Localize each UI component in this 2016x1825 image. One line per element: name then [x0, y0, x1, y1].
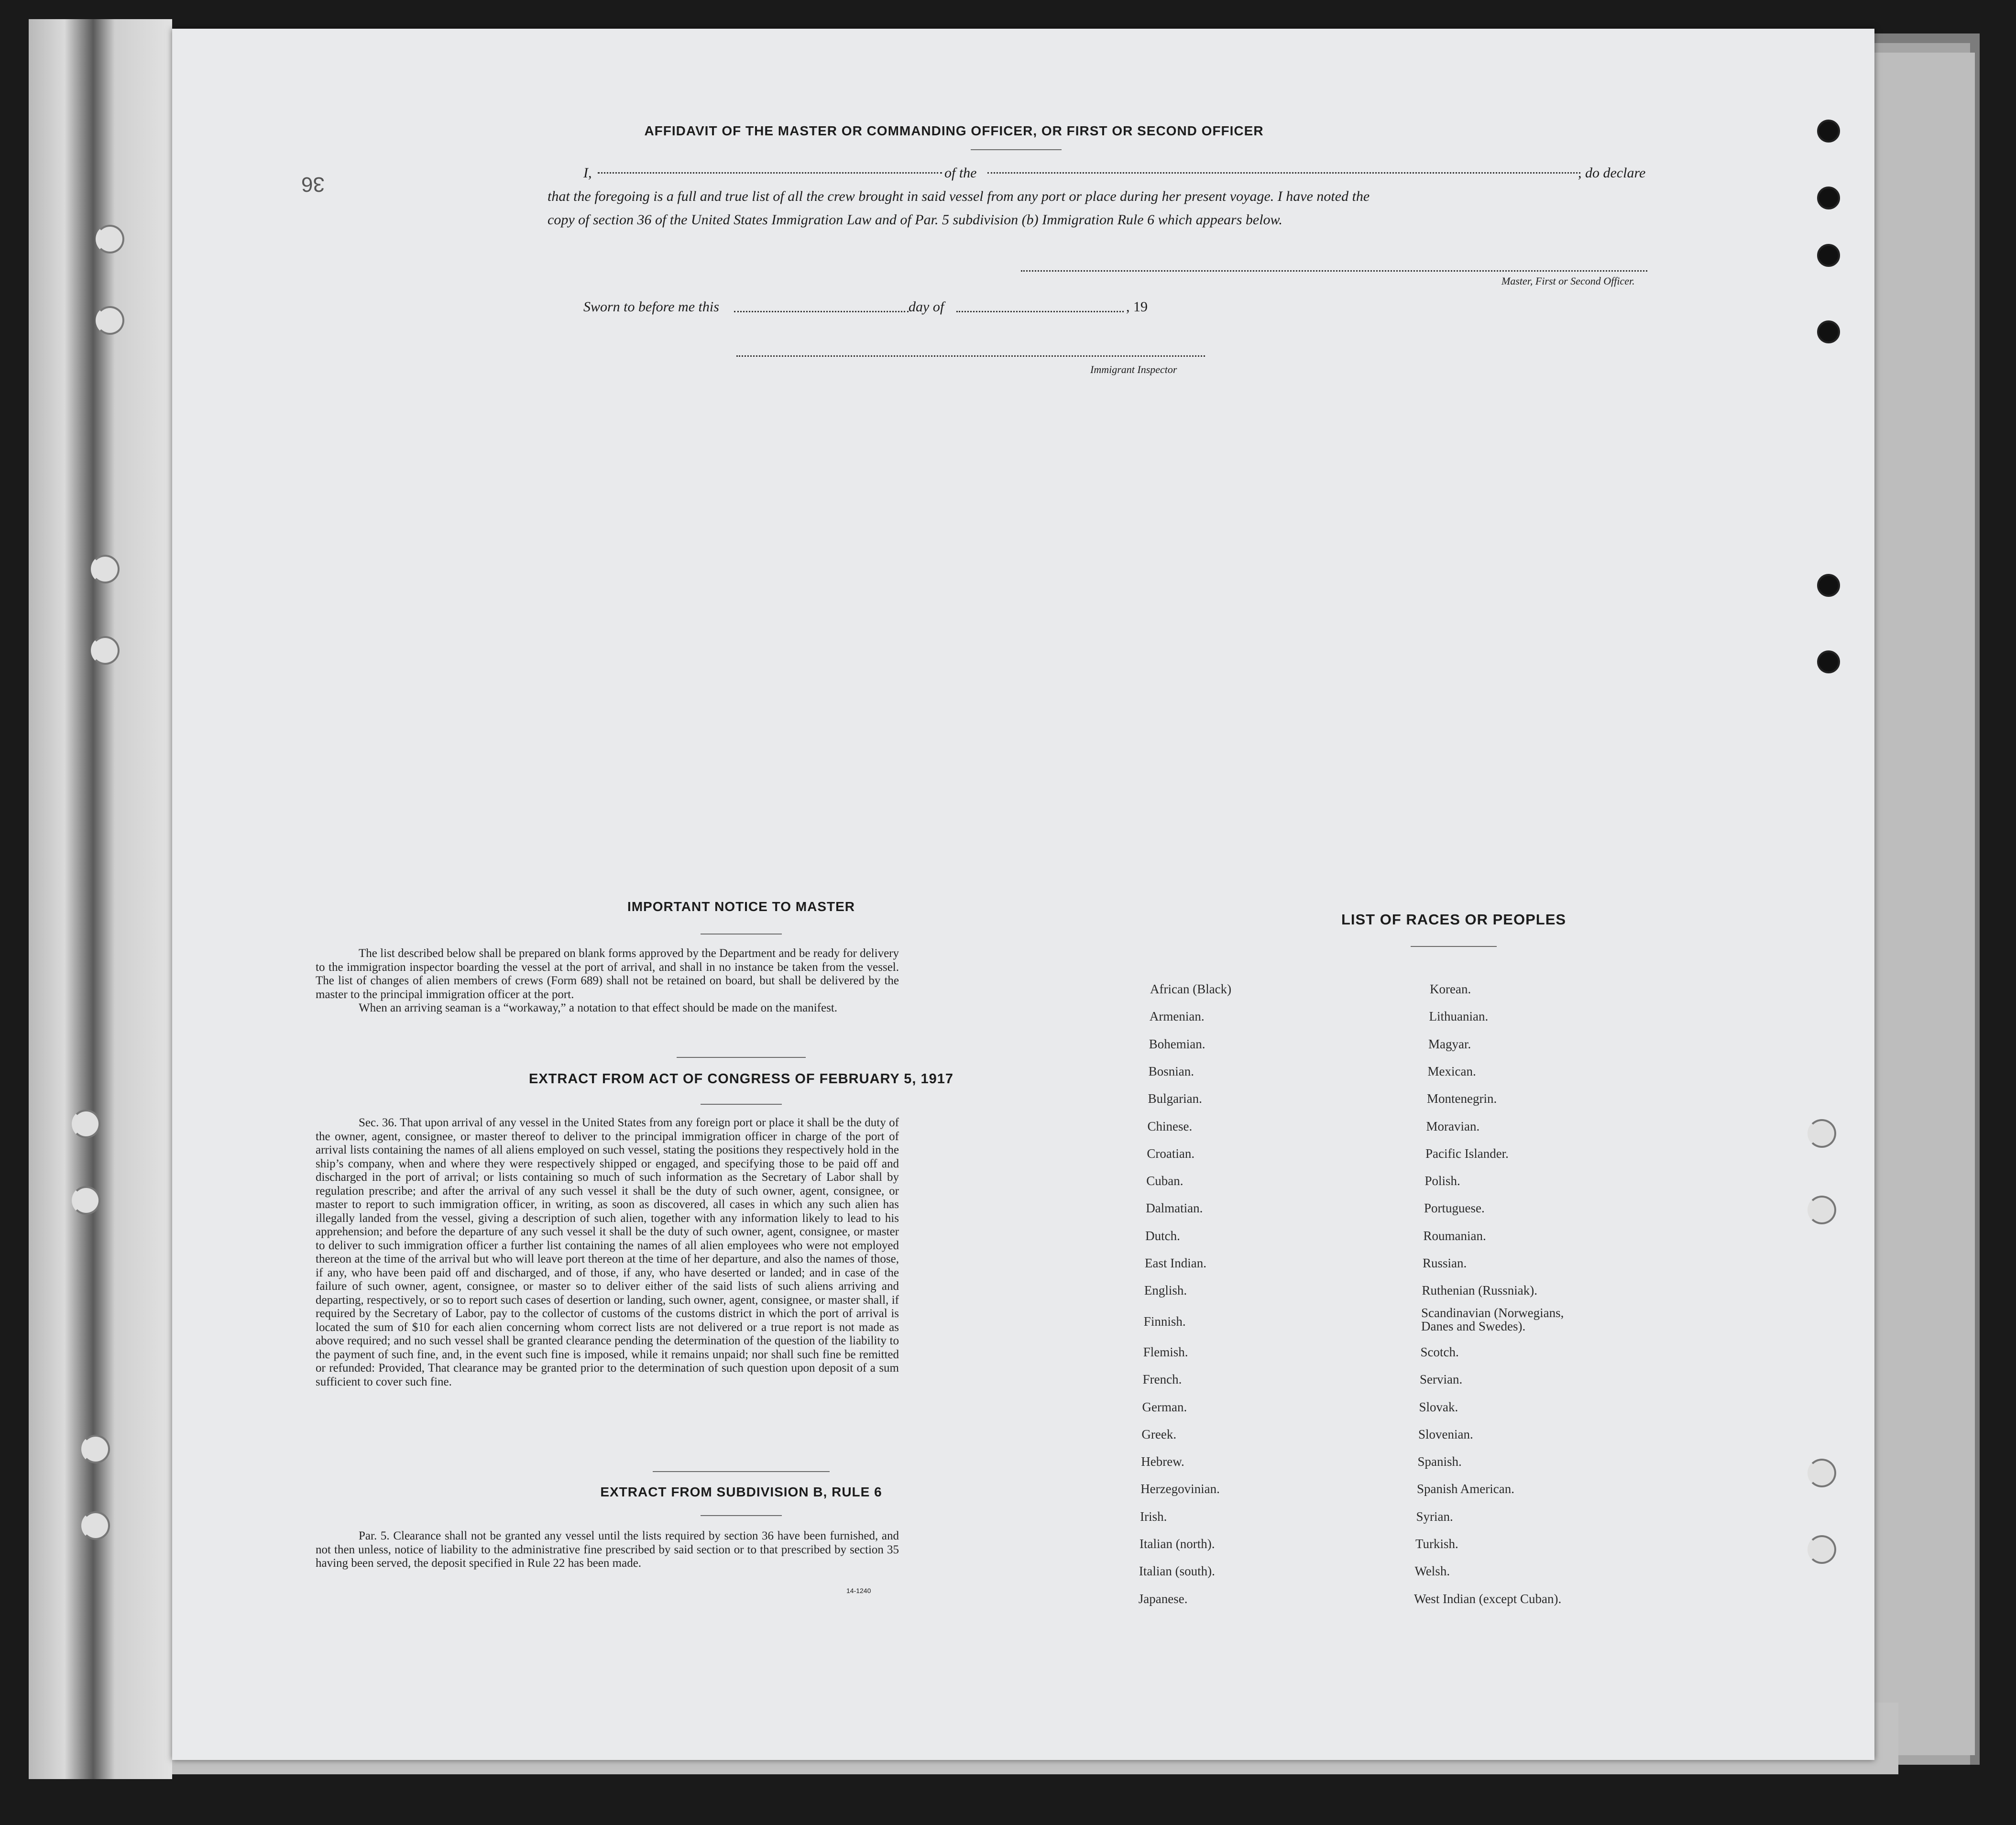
race-item: Spanish American. [1417, 1482, 1514, 1496]
notice-title: IMPORTANT NOTICE TO MASTER [627, 899, 855, 914]
act-rule [701, 1104, 782, 1105]
punch-hole [1808, 1196, 1836, 1224]
race-item: African (Black) [1150, 982, 1232, 996]
act-title: EXTRACT FROM ACT OF CONGRESS OF FEBRUARY 5, 1917 [528, 1071, 954, 1087]
race-item: Mexican. [1427, 1064, 1476, 1078]
race-item: Montenegrin. [1427, 1091, 1497, 1106]
race-item: East Indian. [1145, 1256, 1206, 1270]
rule-text [316, 1529, 899, 1571]
title-rule [971, 149, 1062, 150]
master-signature-line[interactable] [1021, 270, 1647, 272]
rule-title: EXTRACT FROM SUBDIVISION B, RULE 6 [600, 1484, 882, 1499]
name-blank[interactable] [598, 172, 942, 174]
affidavit-line3: copy of section 36 of the United States Immigration Law and of Par. 5 subdivision (b) Immigration Rule 6 which appears below. [548, 212, 1282, 228]
sworn-month-blank[interactable] [956, 311, 1124, 312]
rule-rule [701, 1515, 782, 1516]
sworn-year: , 19 [1126, 299, 1148, 315]
race-item: Herzegovinian. [1140, 1482, 1220, 1496]
race-item: Turkish. [1415, 1537, 1458, 1551]
affidavit-declare: , do declare [1578, 165, 1646, 181]
race-item: Dalmatian. [1146, 1201, 1203, 1216]
binder-hole [91, 636, 120, 665]
race-item: Cuban. [1146, 1174, 1183, 1188]
race-item: German. [1142, 1399, 1187, 1414]
race-item: Japanese. [1138, 1591, 1188, 1606]
race-item: Chinese. [1147, 1119, 1193, 1133]
races-rule [1411, 946, 1497, 947]
race-item: Pacific Islander. [1425, 1146, 1509, 1161]
race-item: Lithuanian. [1429, 1009, 1489, 1024]
margin-mark: 36 [301, 173, 325, 196]
punch-hole [1817, 574, 1840, 597]
race-item: Italian (north). [1139, 1537, 1215, 1551]
race-item: Magyar. [1428, 1036, 1471, 1051]
punch-hole [1817, 187, 1840, 209]
rule-paragraph-1: Par. 5. Clearance shall not be granted any vessel until the lists required by section 36 have been furnished, and not then unless, notice of liability to the administrative fine prescribed by said section or to that prescribed by section 35 having been served, the deposit specified in Rule 22 has been made. [316, 1529, 899, 1570]
punch-hole [1808, 1535, 1836, 1564]
binder-spine [29, 19, 172, 1779]
race-item: Croatian. [1147, 1146, 1195, 1161]
race-item: Finnish. [1143, 1314, 1186, 1329]
act-paragraph-1: Sec. 36. That upon arrival of any vessel in the United States from any foreign port or place it shall be the duty of the owner, agent, consignee, or master thereof to deliver to the principal immigration officer in charge of the port of arrival lists containing the names of all aliens employed on such vessel, stating the positions they respectively hold in the ship’s company, when and where they were respectively shipped or engaged, and specifying those to be paid off and discharged in the port of arrival; or lists containing so much of such information as the Secretary of Labor shall by regulation prescribe; and after the arrival of any such vessel it shall be the duty of such owner, agent, consignee, or master to report to such immigration officer, in writing, as soon as discovered, all cases in which any such alien has illegally landed from the vessel, giving a description of such alien, together with any information likely to lead to his apprehension; and before the departure of any such vessel it shall be the duty of such owner, agent, consignee, or master to deliver to such immigration officer a further list containing the names of all alien employees who were not employed thereon at the time of the arrival but who will leave port thereon at the time of her departure, and also the names of those, if any, who have been paid off and discharged, and of those, if any, who have deserted or landed; and in case of the failure of such owner, agent, consignee, or master so to deliver either of the said lists of such aliens arriving and departing, respectively, or so to report such cases of desertion or landing, such owner, agent, consignee, or master shall, if required by the Secretary of Labor, pay to the collector of customs of the customs district in which the port of arrival is located the sum of $10 for each alien concerning whom correct lists are not delivered or a true report is not made as above required; and no such vessel shall be granted clearance pending the determination of the question of the liability to the payment of such fine, and, in the event such fine is imposed, while it remains unpaid; nor shall such fine be remitted or refunded: Provided, That clearance may be granted prior to the determination of such question upon deposit of a sum sufficient to cover such fine. [316, 1116, 899, 1388]
punch-hole [1817, 320, 1840, 343]
section-rule [653, 1471, 830, 1472]
section-rule [677, 1057, 806, 1058]
race-item: Slovak. [1419, 1399, 1458, 1414]
sworn-day-blank[interactable] [734, 311, 909, 312]
race-item: Irish. [1140, 1509, 1167, 1524]
binder-hole [81, 1435, 110, 1463]
race-item: Syrian. [1416, 1509, 1453, 1524]
race-item: Roumanian. [1423, 1228, 1486, 1243]
binder-hole [72, 1110, 100, 1138]
race-item: Portuguese. [1424, 1201, 1485, 1216]
race-item: Armenian. [1149, 1009, 1205, 1024]
race-item: Spanish. [1417, 1454, 1462, 1469]
race-item: Korean. [1430, 982, 1471, 996]
inspector-caption: Immigrant Inspector [1090, 363, 1177, 375]
race-item: Flemish. [1143, 1344, 1188, 1359]
race-item: Bosnian. [1148, 1064, 1194, 1078]
race-item: Bulgarian. [1148, 1091, 1202, 1106]
race-item: Moravian. [1426, 1119, 1480, 1133]
binder-hole [96, 225, 124, 253]
race-item: Hebrew. [1141, 1454, 1184, 1469]
notice-text [316, 947, 899, 1015]
sworn-day-of: day of [909, 299, 944, 315]
binder-hole [96, 306, 124, 335]
affidavit-title: AFFIDAVIT OF THE MASTER OR COMMANDING OFFICER, OR FIRST OR SECOND OFFICER [644, 123, 1264, 138]
race-item: Servian. [1420, 1372, 1463, 1387]
act-text [316, 1116, 899, 1389]
punch-hole [1808, 1459, 1836, 1487]
race-item: Scandinavian (Norwegians, Danes and Swedes). [1421, 1305, 1564, 1333]
race-item: Bohemian. [1149, 1036, 1205, 1051]
race-item: Scotch. [1420, 1344, 1459, 1359]
punch-hole [1817, 120, 1840, 143]
vessel-blank[interactable] [987, 172, 1580, 174]
affidavit-line2: that the foregoing is a full and true list of all the crew brought in said vessel from any port or place during her present voyage. I have noted the [548, 188, 1370, 204]
race-item: Greek. [1141, 1427, 1177, 1441]
punch-hole [1808, 1119, 1836, 1148]
race-item: Italian (south). [1139, 1564, 1215, 1579]
binder-hole [72, 1186, 100, 1215]
notice-paragraph-2: When an arriving seaman is a “workaway,” a notation to that effect should be made on the manifest. [359, 1001, 838, 1014]
punch-hole [1817, 244, 1840, 267]
binder-hole [81, 1511, 110, 1540]
races-title: LIST OF RACES OR PEOPLES [1341, 911, 1567, 928]
race-item: Dutch. [1145, 1228, 1180, 1243]
punch-hole [1817, 650, 1840, 673]
sworn-prefix: Sworn to before me this [583, 299, 719, 315]
race-item: West Indian (except Cuban). [1414, 1591, 1562, 1606]
race-item: Russian. [1423, 1256, 1467, 1270]
race-item: Slovenian. [1418, 1427, 1473, 1441]
form-number: 14-1240 [846, 1587, 871, 1594]
binder-hole [91, 555, 120, 583]
affidavit-of-the: of the [944, 165, 977, 181]
inspector-signature-line[interactable] [736, 355, 1205, 357]
race-item: Ruthenian (Russniak). [1422, 1283, 1537, 1298]
affidavit-i: I, [583, 165, 592, 181]
race-item: Polish. [1424, 1174, 1460, 1188]
notice-paragraph-1: The list described below shall be prepared on blank forms approved by the Department and be ready for delivery to the immigration inspector boarding the vessel at the port of arrival, and shall in no instance be taken from the vessel. The list of changes of alien members of crews (Form 689) shall not be retained on board, but shall be delivered by the master to the principal immigration officer at the port. [316, 947, 899, 1001]
race-item: French. [1142, 1372, 1182, 1387]
document-page [172, 29, 1874, 1760]
race-item: Welsh. [1414, 1564, 1450, 1579]
master-caption: Master, First or Second Officer. [1501, 275, 1635, 287]
race-item: English. [1144, 1283, 1187, 1298]
